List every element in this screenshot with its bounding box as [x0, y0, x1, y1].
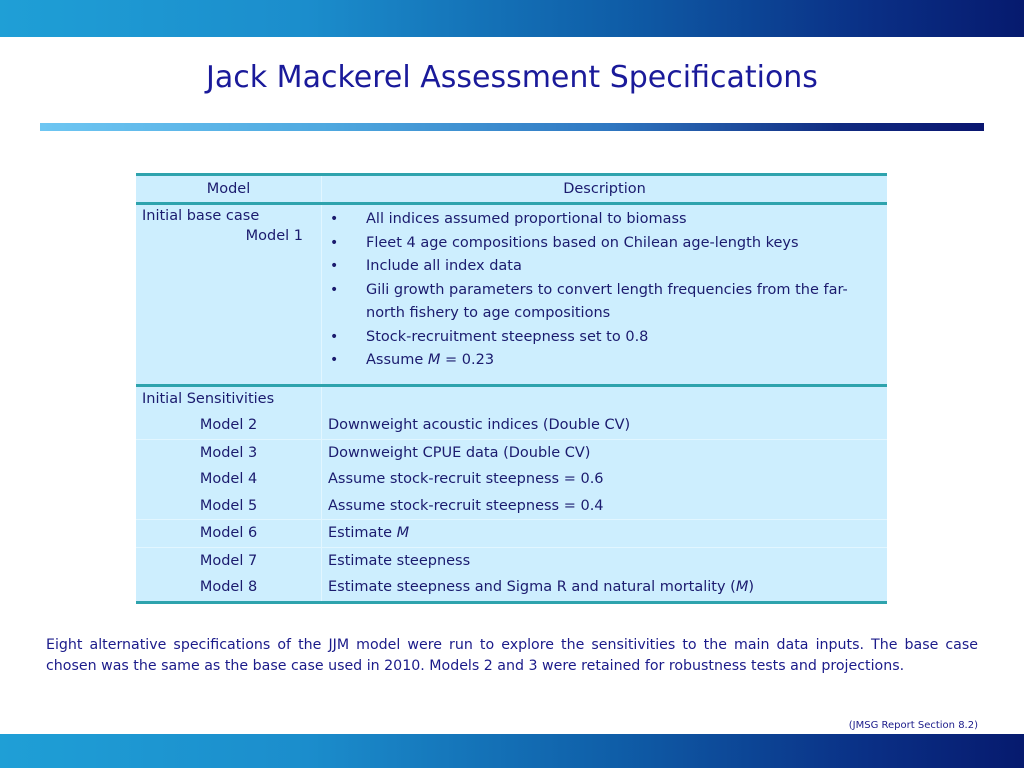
- row-model: Model 3: [136, 439, 322, 466]
- row-model: Model 6: [136, 520, 322, 548]
- list-item: [328, 349, 881, 373]
- row-description: Downweight acoustic indices (Double CV): [328, 417, 631, 433]
- base-case-model-cell: [136, 204, 322, 386]
- list-item: • Fleet 4 age compositions based on Chilean age-length keys: [328, 232, 881, 256]
- table-header-row: [136, 175, 887, 204]
- row-description: [322, 520, 888, 548]
- table-row: [136, 493, 887, 520]
- base-case-bullets: [328, 208, 881, 373]
- table-row: [136, 412, 887, 439]
- row-model: Model 2: [136, 412, 322, 439]
- list-item: • All indices assumed proportional to biomass: [328, 208, 881, 232]
- table-row: [136, 439, 887, 466]
- description-italic: M: [396, 525, 410, 541]
- list-item: • Include all index data: [328, 255, 881, 279]
- top-banner: [0, 0, 1024, 37]
- citation: (JMSG Report Section 8.2): [848, 720, 978, 731]
- slide-title: Jack Mackerel Assessment Specifications: [206, 60, 818, 95]
- table-row: [136, 520, 887, 548]
- sensitivities-label: Initial Sensitivities: [136, 386, 322, 413]
- bullet-italic: M: [427, 352, 441, 368]
- row-description: Assume stock-recruit steepness = 0.4: [328, 497, 604, 514]
- title-rule: [40, 123, 984, 131]
- description-prefix: Estimate steepness and Sigma R and natural mortality (: [328, 579, 736, 595]
- bottom-banner: [0, 734, 1024, 768]
- description-italic: M: [735, 579, 749, 595]
- base-case-model: Model 1: [245, 228, 303, 244]
- header-description: Description: [322, 175, 888, 204]
- description-prefix: Estimate: [328, 525, 397, 541]
- base-case-label: Initial base case: [142, 208, 260, 224]
- table-row-sensitivities-header: [136, 386, 887, 413]
- row-model: Model 7: [136, 547, 322, 574]
- list-item: • Gili growth parameters to convert length frequencies from the far-north fishery to age compositions: [328, 279, 881, 326]
- bullet-suffix: = 0.23: [440, 352, 495, 368]
- base-case-description-cell: [322, 204, 888, 386]
- row-description: Downweight CPUE data (Double CV): [322, 439, 888, 466]
- list-item: • Stock-recruitment steepness set to 0.8: [328, 326, 881, 350]
- row-model: Model 4: [136, 466, 322, 493]
- row-description: Assume stock-recruit steepness = 0.6: [328, 471, 604, 487]
- table-row: [136, 547, 887, 574]
- header-model: Model: [136, 175, 322, 204]
- row-model: Model 5: [136, 493, 322, 520]
- summary-note: Eight alternative specifications of the JJM model were run to explore the sensitivities to the main data inputs. The base case chosen was the same as the base case used in 2010. Models 2 and 3 were retained for robustness tests and projections.: [46, 637, 978, 674]
- table-row-base-case: [136, 204, 887, 386]
- description-suffix: ): [748, 579, 755, 595]
- table-row: [136, 466, 887, 493]
- row-description: [322, 574, 888, 602]
- bullet-prefix: Assume: [366, 352, 428, 368]
- row-description: Estimate steepness: [322, 547, 888, 574]
- specifications-table: [136, 173, 887, 604]
- table-row: [136, 574, 887, 602]
- row-model: Model 8: [136, 574, 322, 602]
